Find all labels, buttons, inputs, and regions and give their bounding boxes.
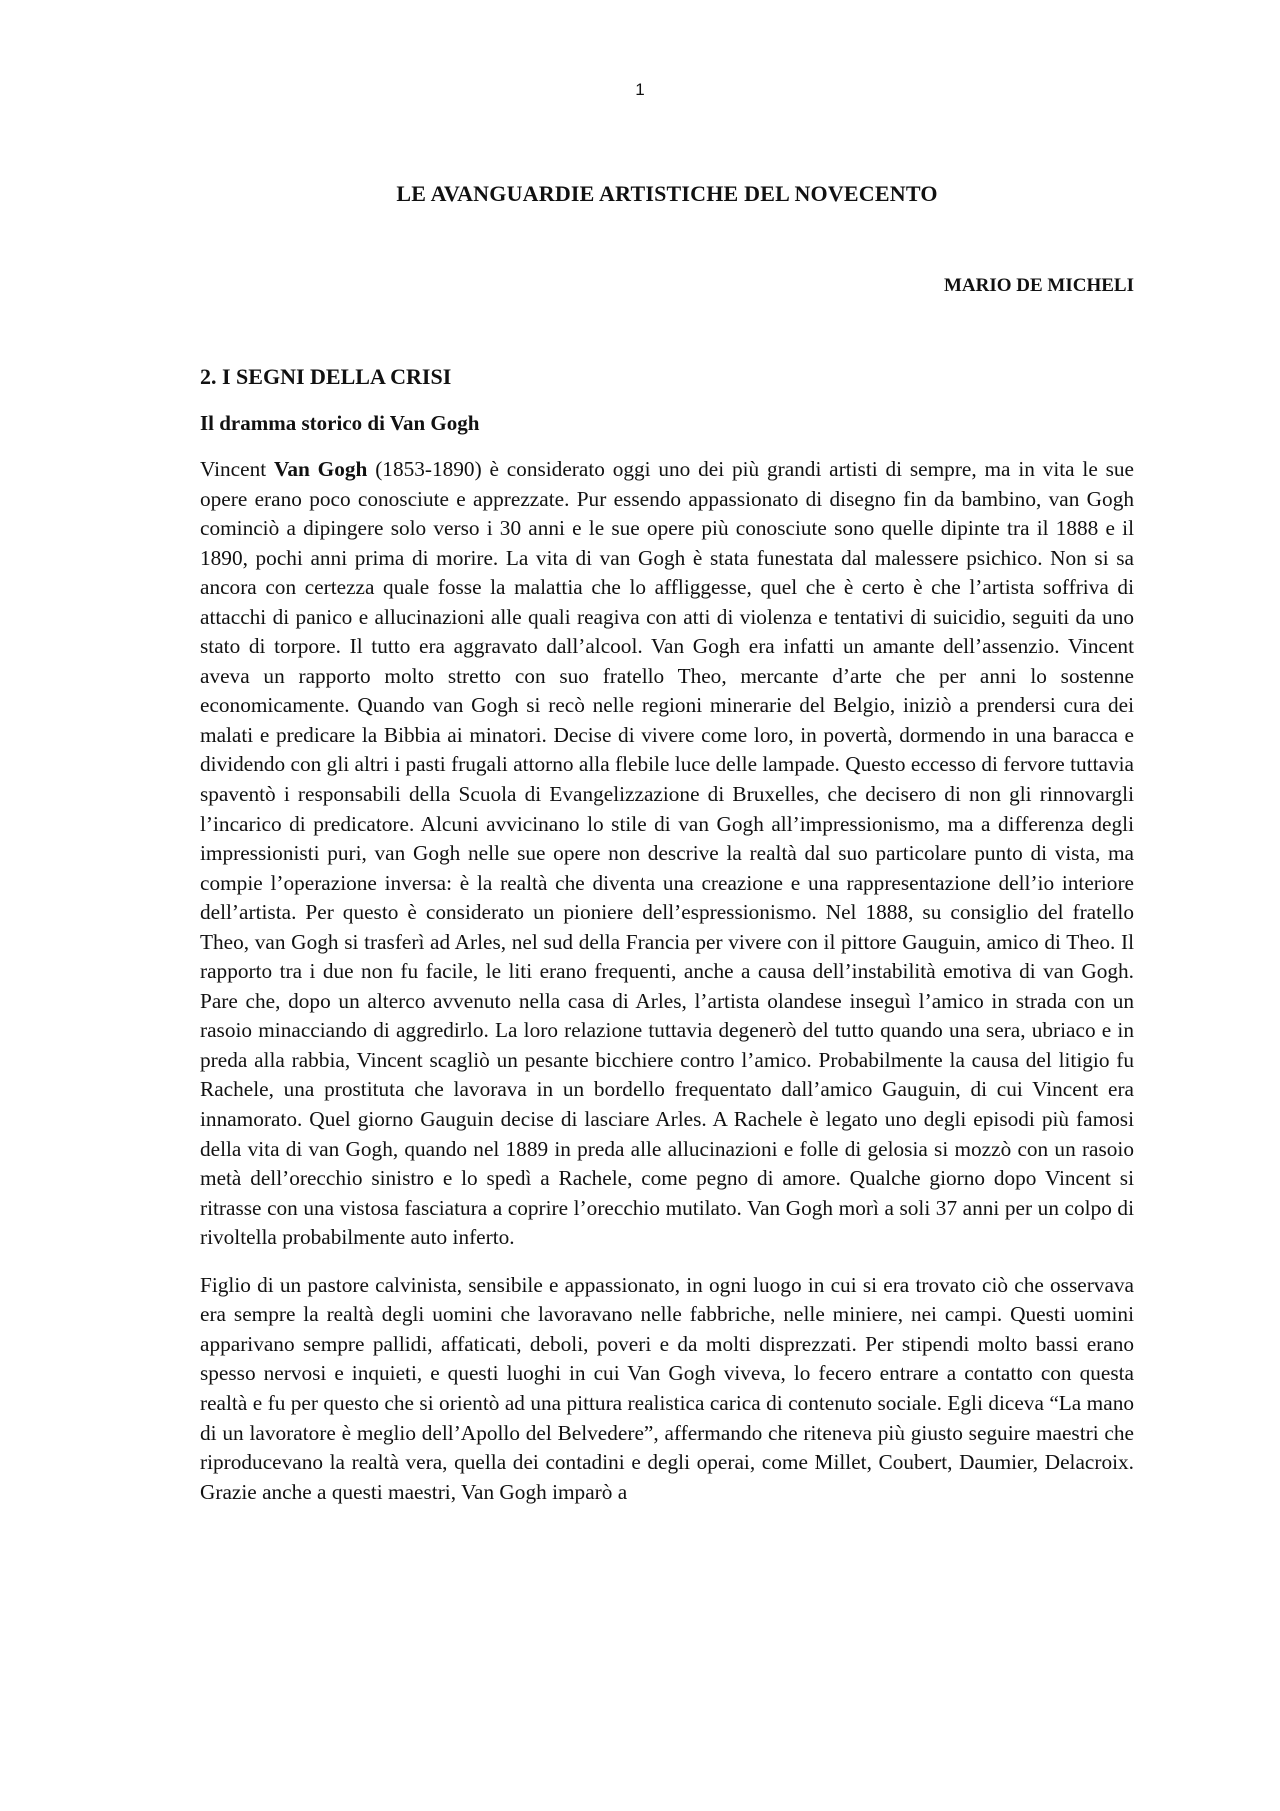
paragraph-1 [200, 455, 1134, 1253]
paragraph-1-lead: Vincent [200, 457, 274, 481]
document-title: LE AVANGUARDIE ARTISTICHE DEL NOVECENTO [396, 181, 938, 206]
section-heading: 2. I SEGNI DELLA CRISI [200, 364, 452, 389]
paragraph-1-bold-name: Van Gogh [273, 457, 368, 481]
page-number: 1 [635, 80, 645, 99]
document-body [200, 362, 1134, 1525]
paragraph-2: Figlio di un pastore calvinista, sensibile e appassionato, in ogni luogo in cui si era trovato ciò che osservava era sempre la realtà degli uomini che lavoravano nelle fabbriche, nelle miniere, nei campi. Questi uomini apparivano sempre pallidi, affaticati, deboli, poveri e da molti disprezzati. Per stipendi molto bassi erano spesso nervosi e inquieti, e questi luoghi in cui Van Gogh viveva, lo fecero entrare a contatto con questa realtà e fu per questo che si orientò ad una pittura realistica carica di contenuto sociale. Egli diceva “La mano di un lavoratore è meglio dell’Apollo del Belvedere”, affermando che riteneva più giusto seguire maestri che riproducevano la realtà vera, quella dei contadini e degli operai, come Millet, Coubert, Daumier, Delacroix. Grazie anche a questi maestri, Van Gogh imparò a [200, 1272, 1134, 1504]
subsection-heading: Il dramma storico di Van Gogh [200, 411, 480, 435]
author-name: MARIO DE MICHELI [943, 275, 1134, 296]
paragraph-1-text: (1853-1890) è considerato oggi uno dei più grandi artisti di sempre, ma in vita le sue opere erano poco conosciute e apprezzate. Pur essendo appassionato di disegno fin da bambino, van Gogh cominciò a dipingere solo verso i 30 anni e le sue opere più conosciute sono quelle dipinte tra il 1888 e il 1890, pochi anni prima di morire. La vita di van Gogh è stata funestata dal malessere psichico. Non si sa ancora con certezza quale fosse la malattia che lo affliggesse, quel che è certo è che l’artista soffriva di attacchi di panico e allucinazioni alle quali reagiva con atti di violenza e tentativi di suicidio, seguiti da uno stato di torpore. Il tutto era aggravato dall’alcool. Van Gogh era infatti un amante dell’assenzio. Vincent aveva un rapporto molto stretto con suo fratello Theo, mercante d’arte che per anni lo sostenne economicamente. Quando van Gogh si recò nelle regioni minerarie del Belgio, iniziò a prendersi cura dei malati e predicare la Bibbia ai minatori. Decise di vivere come loro, in povertà, dormendo in una baracca e dividendo con gli altri i pasti frugali attorno alla flebile luce delle lampade. Questo eccesso di fervore tuttavia spaventò i responsabili della Scuola di Evangelizzazione di Bruxelles, che decisero di non gli rinnovargli l’incarico di predicatore. Alcuni avvicinano lo stile di van Gogh all’impressionismo, ma a differenza degli impressionisti puri, van Gogh nelle sue opere non descrive la realtà dal suo particolare punto di vista, ma compie l’operazione inversa: è la realtà che diventa una creazione e una rappresentazione dell’io interiore dell’artista. Per questo è considerato un pioniere dell’espressionismo. Nel 1888, su consiglio del fratello Theo, van Gogh si trasferì ad Arles, nel sud della Francia per vivere con il pittore Gauguin, amico di Theo. Il rapporto tra i due non fu facile, le liti erano frequenti, anche a causa dell’instabilità emotiva di van Gogh. Pare che, dopo un alterco avvenuto nella casa di Arles, l’artista olandese inseguì l’amico in strada con un rasoio minacciando di aggredirlo. La loro relazione tuttavia degenerò del tutto quando una sera, ubriaco e in preda alla rabbia, Vincent scagliò un pesante bicchiere contro l’amico. Probabilmente la causa del litigio fu Rachele, una prostituta che lavorava in un bordello frequentato dall’amico Gauguin, di cui Vincent era innamorato. Quel giorno Gauguin decise di lasciare Arles. A Rachele è legato uno degli episodi più famosi della vita di van Gogh, quando nel 1889 in preda alle allucinazioni e folle di gelosia si mozzò con un rasoio metà dell’orecchio sinistro e lo spedì a Rachele, come pegno di amore. Qualche giorno dopo Vincent si ritrasse con una vistosa fasciatura a coprire l’orecchio mutilato. Van Gogh morì a soli 37 anni per un colpo di rivoltella probabilmente auto inferto. [200, 457, 1134, 1250]
